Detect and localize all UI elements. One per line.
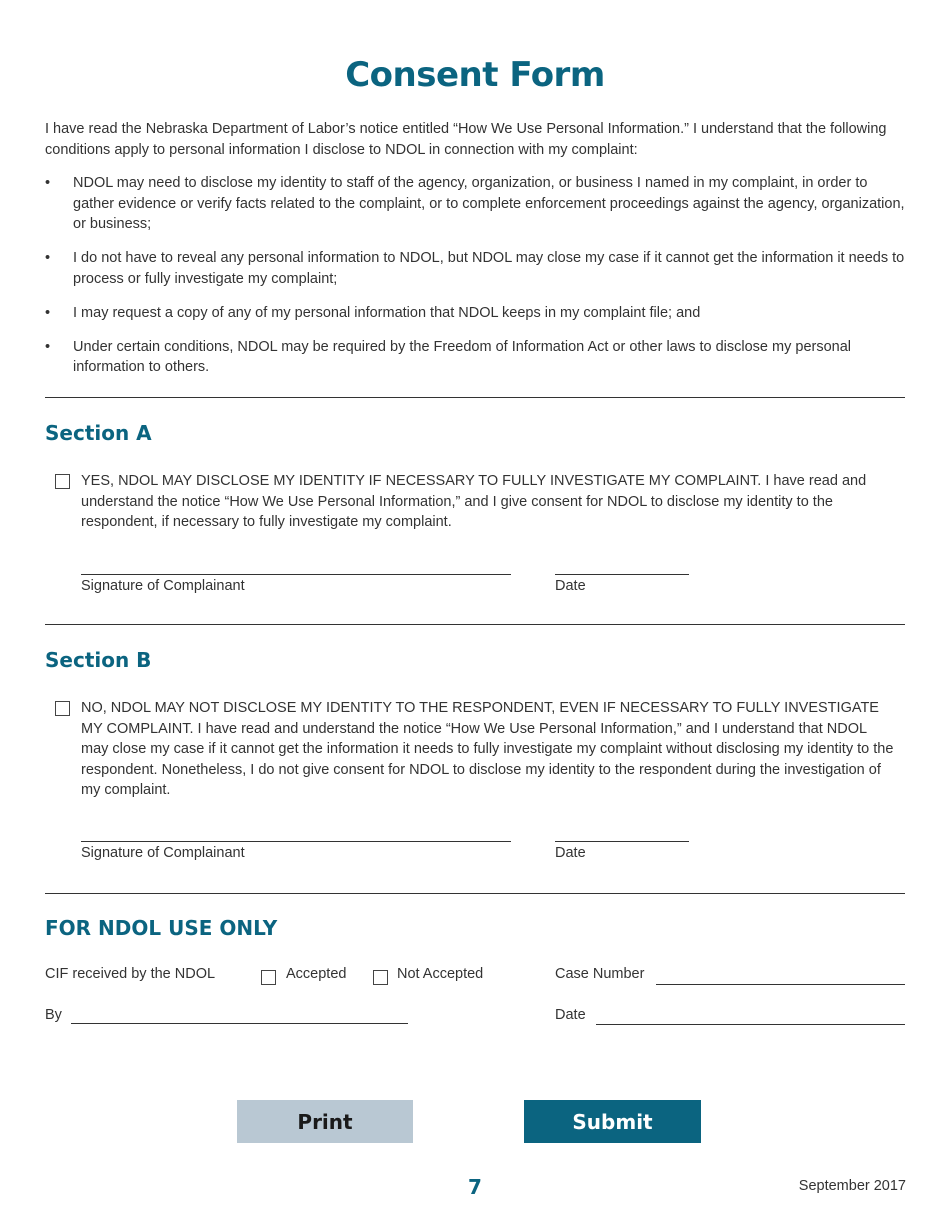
condition-text: I may request a copy of any of my personal information that NDOL keeps in my complaint file; and: [73, 304, 701, 321]
by-label: By: [45, 1007, 62, 1023]
list-item: [45, 303, 905, 324]
divider: [45, 893, 905, 894]
consent-yes-checkbox[interactable]: [55, 474, 70, 489]
signature-a-field[interactable]: [81, 574, 511, 575]
not-accepted-label: Not Accepted: [397, 966, 484, 982]
list-item: [45, 173, 905, 235]
divider: [45, 624, 905, 625]
page-title: Consent Form: [345, 55, 605, 95]
case-number-field[interactable]: [656, 984, 905, 985]
bullet-glyph: •: [45, 175, 51, 191]
date-b-field[interactable]: [555, 841, 689, 842]
signature-a-label: Signature of Complainant: [81, 578, 245, 594]
print-button[interactable]: Print: [237, 1100, 413, 1143]
bullet-glyph: •: [45, 304, 51, 321]
divider: [45, 397, 905, 398]
condition-text: I do not have to reveal any personal information to NDOL, but NDOL may close my case if it cannot get the information it needs to process or fully investigate my complaint;: [73, 250, 905, 287]
section-b-consent-text: NO, NDOL MAY NOT DISCLOSE MY IDENTITY TO THE RESPONDENT, EVEN IF NECESSARY TO FULLY INVESTIGATE MY COMPLAINT. I have read and understand the notice “How We Use Personal Information,” and I understand that NDOL may close my case if it cannot get the information it needs to fully investigate my complaint without disclosing my identity to the respondent. Nonetheless, I do not give consent for NDOL to disclose my identity to the respondent during the investigation of my complaint.: [81, 700, 894, 798]
signature-b-label: Signature of Complainant: [81, 845, 245, 861]
conditions-list: [45, 173, 905, 391]
accepted-label: Accepted: [286, 966, 347, 982]
date-b-label: Date: [555, 845, 586, 861]
intro-paragraph: I have read the Nebraska Department of Labor’s notice entitled “How We Use Personal Information.” I understand that the following conditions apply to personal information I disclose to NDOL in connection with my complaint:: [45, 121, 887, 158]
condition-text: Under certain conditions, NDOL may be required by the Freedom of Information Act or other laws to disclose my personal information to others.: [73, 338, 851, 375]
signature-b-field[interactable]: [81, 841, 511, 842]
ndol-date-field[interactable]: [596, 1024, 905, 1025]
date-a-field[interactable]: [555, 574, 689, 575]
submit-button[interactable]: Submit: [524, 1100, 701, 1143]
accepted-checkbox[interactable]: [261, 970, 276, 985]
page-number: 7: [468, 1175, 482, 1199]
ndol-date-label: Date: [555, 1007, 586, 1023]
not-accepted-checkbox[interactable]: [373, 970, 388, 985]
section-a-heading: Section A: [45, 421, 152, 445]
condition-text: NDOL may need to disclose my identity to staff of the agency, organization, or business I named in my complaint, in order to gather evidence or verify facts related to the complaint, or to complete enforcement proceedings against the agency, organization, or business;: [73, 175, 905, 232]
bullet-glyph: •: [45, 250, 51, 266]
date-a-label: Date: [555, 578, 586, 594]
section-b-heading: Section B: [45, 648, 152, 672]
list-item: [45, 248, 905, 289]
list-item: [45, 337, 905, 378]
cif-received-label: CIF received by the NDOL: [45, 966, 216, 982]
case-number-label: Case Number: [555, 966, 645, 982]
bullet-glyph: •: [45, 338, 51, 355]
by-field[interactable]: [71, 1023, 408, 1024]
ndol-heading: FOR NDOL USE ONLY: [45, 916, 278, 940]
section-a-consent-text: YES, NDOL MAY DISCLOSE MY IDENTITY IF NECESSARY TO FULLY INVESTIGATE MY COMPLAINT. I have read and understand the notice “How We Use Personal Information,” and I give consent for NDOL to disclose my identity to the respondent, if necessary to fully investigate my complaint.: [81, 473, 867, 530]
footer-date: September 2017: [798, 1178, 906, 1194]
consent-no-checkbox[interactable]: [55, 701, 70, 716]
